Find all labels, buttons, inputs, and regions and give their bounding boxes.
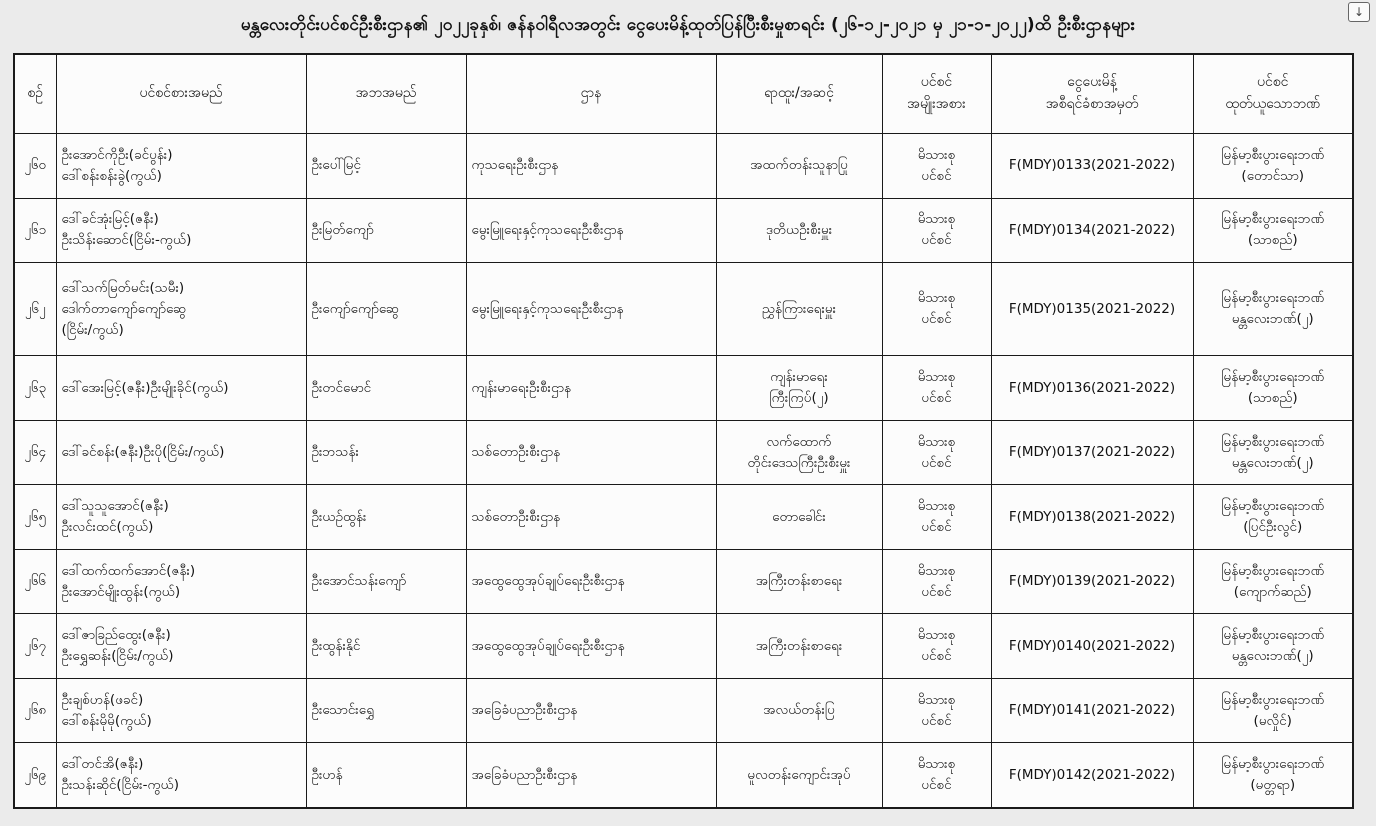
- cell-pension-type: [882, 743, 991, 808]
- cell-order-number: F(MDY)0137(2021-2022): [991, 420, 1193, 485]
- cell-bank-line: မြန်မာ့စီးပွားရေးဘဏ်: [1221, 691, 1325, 708]
- cell-pensioner-name: [56, 614, 306, 679]
- cell-father-name: ဦးဟန်: [306, 743, 466, 808]
- cell-rank-line: တောခေါင်း: [772, 508, 826, 525]
- cell-pensioner-name-line: ဦးချစ်ဟန်(ဖခင်): [61, 691, 144, 708]
- cell-pensioner-name-line: ဦးအောင်မျိုးထွန်း(ကွယ်): [61, 583, 181, 600]
- cell-bank: [1193, 263, 1353, 356]
- cell-pensioner-name-line: ဒေါ်တင်အိ(ဇနီး): [61, 756, 144, 773]
- cell-pension-type-line: မိသားစု: [917, 691, 956, 708]
- header-label-line: ထုတ်ယူသောဘဏ်: [1225, 96, 1321, 112]
- cell-pensioner-name-line: ဒေါ်သက်မြတ်မင်း(သမီး): [61, 279, 185, 296]
- cell-pension-type-line: ပင်စင်: [921, 311, 952, 328]
- cell-father-name: ဦးယဉ်ထွန်း: [306, 485, 466, 550]
- cell-pension-type: [882, 549, 991, 614]
- cell-pension-type-line: မိသားစု: [917, 756, 956, 773]
- cell-pension-type: [882, 614, 991, 679]
- cell-pensioner-name-line: (ငြိမ်း/ကွယ်): [61, 321, 124, 338]
- cell-pension-type-line: ပင်စင်: [921, 519, 952, 536]
- cell-pension-type-line: ပင်စင်: [921, 167, 952, 184]
- cell-bank-line: (မတ္တရာ): [1250, 777, 1296, 794]
- table-body: [14, 134, 1353, 809]
- cell-pensioner-name: [56, 198, 306, 263]
- cell-pensioner-name: [56, 263, 306, 356]
- cell-order-number: F(MDY)0141(2021-2022): [991, 678, 1193, 743]
- cell-pension-type-line: မိသားစု: [917, 498, 956, 515]
- cell-bank: [1193, 198, 1353, 263]
- cell-rank: [716, 614, 882, 679]
- cell-father-name: ဦးပေါ်မြင့်: [306, 134, 466, 199]
- cell-pension-type-line: ပင်စင်: [921, 454, 952, 471]
- cell-pensioner-name-line: ဦးလင်းထင်(ကွယ်): [61, 519, 154, 536]
- cell-father-name: ဦးထွန်းနိုင်: [306, 614, 466, 679]
- cell-rank-line: ညွှန်ကြားရေးမှူး: [761, 300, 837, 317]
- table-row: [14, 743, 1353, 808]
- cell-pension-type-line: ပင်စင်: [921, 648, 952, 665]
- cell-pension-type: [882, 420, 991, 485]
- col-header-pension-type: [882, 54, 991, 134]
- cell-serial-no: ၂၆၇: [14, 614, 56, 679]
- cell-pensioner-name-line: ဒေါ်အေးမြင့်(ဇနီး)ဦးမျိုးခိုင်(ကွယ်): [61, 379, 229, 396]
- cell-pension-type-line: မိသားစု: [917, 211, 956, 228]
- cell-pension-type-line: ပင်စင်: [921, 390, 952, 407]
- cell-father-name: ဦးဘသန်း: [306, 420, 466, 485]
- cell-pensioner-name-line: ဒေါ်စန်းစန်းခွဲ(ကွယ်): [61, 167, 162, 184]
- cell-pensioner-name-line: ဦးသိန်းဆောင်(ငြိမ်း-ကွယ်): [61, 232, 192, 249]
- col-header-department: [466, 54, 716, 134]
- cell-pension-type-line: ပင်စင်: [921, 712, 952, 729]
- cell-department: ကုသရေးဦးစီးဌာန: [466, 134, 716, 199]
- cell-rank: [716, 356, 882, 421]
- cell-pensioner-name-line: ဒေါ်စန်းမိုမို(ကွယ်): [61, 712, 152, 729]
- cell-father-name: ဦးသောင်းရွှေ: [306, 678, 466, 743]
- cell-pensioner-name: [56, 134, 306, 199]
- col-header-bank: [1193, 54, 1353, 134]
- cell-bank: [1193, 356, 1353, 421]
- cell-serial-no: ၂၆၆: [14, 549, 56, 614]
- table-row: [14, 420, 1353, 485]
- cell-pension-type-line: မိသားစု: [917, 146, 956, 163]
- cell-pension-type-line: ပင်စင်: [921, 777, 952, 794]
- cell-serial-no: ၂၆၈: [14, 678, 56, 743]
- cell-serial-no: ၂၆၂: [14, 263, 56, 356]
- cell-rank-line: ကျန်းမာရေး: [770, 369, 828, 386]
- cell-rank: [716, 420, 882, 485]
- cell-pensioner-name: [56, 678, 306, 743]
- cell-department: အထွေထွေအုပ်ချုပ်ရေးဦးစီးဌာန: [466, 614, 716, 679]
- cell-pension-type: [882, 485, 991, 550]
- cell-pensioner-name: [56, 420, 306, 485]
- cell-bank-line: မြန်မာ့စီးပွားရေးဘဏ်: [1221, 369, 1325, 386]
- cell-department: အထွေထွေအုပ်ချုပ်ရေးဦးစီးဌာန: [466, 549, 716, 614]
- cell-pension-type-line: မိသားစု: [917, 562, 956, 579]
- pension-table: [13, 53, 1354, 809]
- cell-rank-line: မူလတန်းကျောင်းအုပ်: [747, 766, 851, 783]
- cell-order-number: F(MDY)0140(2021-2022): [991, 614, 1193, 679]
- cell-bank-line: မြန်မာ့စီးပွားရေးဘဏ်: [1221, 290, 1325, 307]
- cell-rank-line: တိုင်းဒေသကြီးဦးစီးမှူး: [747, 454, 851, 471]
- cell-department: အခြေခံပညာဦးစီးဌာန: [466, 743, 716, 808]
- cell-pensioner-name-line: ဦးအောင်ကိုဦး(ခင်ပွန်း): [61, 146, 173, 163]
- cell-bank-line: မြန်မာ့စီးပွားရေးဘဏ်: [1221, 562, 1325, 579]
- cell-pension-type-line: ပင်စင်: [921, 232, 952, 249]
- cell-pensioner-name-line: ဒေါ်ထက်ထက်အောင်(ဇနီး): [61, 562, 196, 579]
- cell-bank-line: (ပြင်ဦးလွင်): [1243, 519, 1303, 536]
- table-row: [14, 678, 1353, 743]
- cell-pension-type-line: မိသားစု: [917, 433, 956, 450]
- cell-bank-line: မန္တလေးဘဏ်(၂): [1231, 454, 1314, 471]
- cell-rank-line: လက်ထောက်: [766, 433, 832, 450]
- download-icon[interactable]: ↓: [1348, 2, 1370, 22]
- header-label-line: ပင်စင်: [1257, 74, 1289, 91]
- cell-pension-type-line: မိသားစု: [917, 369, 956, 386]
- table-row: [14, 614, 1353, 679]
- cell-bank: [1193, 420, 1353, 485]
- cell-pensioner-name-line: ဒေါ်ခင်စန်း(ဇနီး)ဦးပို(ငြိမ်း/ကွယ်): [61, 444, 225, 461]
- cell-serial-no: ၂၆၀: [14, 134, 56, 199]
- cell-bank-line: မန္တလေးဘဏ်(၂): [1231, 311, 1314, 328]
- cell-rank-line: အထက်တန်းသူနာပြု: [750, 157, 848, 174]
- cell-rank: [716, 743, 882, 808]
- cell-serial-no: ၂၆၃: [14, 356, 56, 421]
- cell-order-number: F(MDY)0133(2021-2022): [991, 134, 1193, 199]
- cell-pension-type-line: မိသားစု: [917, 627, 956, 644]
- cell-pension-type: [882, 198, 991, 263]
- cell-bank-line: (ကျောက်ဆည်): [1233, 583, 1312, 600]
- header-label-line: ဌာန: [580, 85, 602, 102]
- header-label-line: အဘအမည်: [355, 85, 417, 102]
- cell-bank-line: (သာစည်): [1247, 390, 1298, 407]
- cell-rank: [716, 134, 882, 199]
- table-row: [14, 134, 1353, 199]
- cell-order-number: F(MDY)0134(2021-2022): [991, 198, 1193, 263]
- cell-pension-type-line: မိသားစု: [917, 290, 956, 307]
- cell-bank-line: (မလှိုင်): [1253, 712, 1292, 729]
- cell-pensioner-name-line: ဒေါ်ခင်အုံးမြင့်(ဇနီး): [61, 211, 159, 228]
- cell-serial-no: ၂၆၁: [14, 198, 56, 263]
- table-header-row: [14, 54, 1353, 134]
- cell-pensioner-name-line: ဒေါ်သူသူအောင်(ဇနီး): [61, 498, 169, 515]
- cell-department: ကျန်းမာရေးဦးစီးဌာန: [466, 356, 716, 421]
- cell-serial-no: ၂၆၅: [14, 485, 56, 550]
- cell-order-number: F(MDY)0135(2021-2022): [991, 263, 1193, 356]
- table-row: [14, 485, 1353, 550]
- table-row: [14, 356, 1353, 421]
- cell-pensioner-name-line: ဒေါက်တာကျော်ကျော်ဆွေ: [61, 300, 186, 317]
- cell-department: သစ်တောဦးစီးဌာန: [466, 485, 716, 550]
- cell-bank-line: (သာစည်): [1247, 232, 1298, 249]
- col-header-father: [306, 54, 466, 134]
- cell-bank: [1193, 549, 1353, 614]
- header-label-line: ရာထူး/အဆင့်: [764, 85, 834, 102]
- cell-order-number: F(MDY)0138(2021-2022): [991, 485, 1193, 550]
- table-row: [14, 263, 1353, 356]
- cell-bank: [1193, 134, 1353, 199]
- cell-bank: [1193, 485, 1353, 550]
- cell-rank-line: အကြီးတန်းစာရေး: [755, 573, 843, 590]
- cell-bank-line: (တောင်သာ): [1241, 167, 1305, 184]
- cell-department: မွေးမြူရေးနှင့်ကုသရေးဦးစီးဌာန: [466, 263, 716, 356]
- cell-pensioner-name: [56, 549, 306, 614]
- cell-rank: [716, 198, 882, 263]
- table-row: [14, 549, 1353, 614]
- cell-order-number: F(MDY)0136(2021-2022): [991, 356, 1193, 421]
- col-header-name: [56, 54, 306, 134]
- cell-bank-line: မြန်မာ့စီးပွားရေးဘဏ်: [1221, 627, 1325, 644]
- cell-bank: [1193, 678, 1353, 743]
- header-label-line: ပင်စင်စားအမည်: [139, 85, 223, 102]
- cell-order-number: F(MDY)0142(2021-2022): [991, 743, 1193, 808]
- cell-pension-type: [882, 678, 991, 743]
- page-title: မန္တလေးတိုင်းပင်စင်ဦးစီးဌာန၏ ၂၀၂၂ခုနှစ်၊ ဇန်နဝါရီလအတွင်း ငွေပေးမိန့်ထုတ်ပြန်ပြီးစီးမှုစာရင်း (၂၆-၁၂-၂၀၂၁ မှ ၂၁-၁-၂၀၂၂)ထိ ဦးစီးဌာနများ: [240, 14, 1136, 35]
- cell-bank-line: မြန်မာ့စီးပွားရေးဘဏ်: [1221, 211, 1325, 228]
- cell-pensioner-name-line: ဦးသန်းဆိုင်(ငြိမ်း-ကွယ်): [61, 777, 180, 794]
- cell-bank-line: မြန်မာ့စီးပွားရေးဘဏ်: [1221, 146, 1325, 163]
- header-label-line: ငွေပေးမိန့်: [1067, 74, 1117, 91]
- cell-bank-line: မြန်မာ့စီးပွားရေးဘဏ်: [1221, 756, 1325, 773]
- cell-rank: [716, 263, 882, 356]
- cell-pensioner-name: [56, 743, 306, 808]
- table-row: [14, 198, 1353, 263]
- col-header-no: [14, 54, 56, 134]
- cell-serial-no: ၂၆၄: [14, 420, 56, 485]
- cell-pension-type: [882, 356, 991, 421]
- cell-pension-type-line: ပင်စင်: [921, 583, 952, 600]
- cell-order-number: F(MDY)0139(2021-2022): [991, 549, 1193, 614]
- cell-bank-line: မန္တလေးဘဏ်(၂): [1231, 648, 1314, 665]
- cell-father-name: ဦးမြတ်ကျော်: [306, 198, 466, 263]
- cell-pension-type: [882, 263, 991, 356]
- cell-father-name: ဦးအောင်သန်းကျော်: [306, 549, 466, 614]
- cell-pensioner-name-line: ဦးရွှေဆန်း(ငြိမ်း/ကွယ်): [61, 648, 174, 665]
- cell-rank: [716, 485, 882, 550]
- cell-pensioner-name: [56, 356, 306, 421]
- cell-rank: [716, 678, 882, 743]
- header-label-line: အစီရင်ခံစာအမှတ်: [1045, 96, 1139, 112]
- header-label-line: စဉ်: [27, 85, 44, 102]
- header-label-line: ပင်စင်: [920, 74, 953, 91]
- cell-department: အခြေခံပညာဦးစီးဌာန: [466, 678, 716, 743]
- cell-bank: [1193, 614, 1353, 679]
- cell-rank-line: အလယ်တန်းပြ: [763, 702, 835, 719]
- col-header-order-number: [991, 54, 1193, 134]
- cell-bank-line: မြန်မာ့စီးပွားရေးဘဏ်: [1221, 498, 1325, 515]
- cell-bank-line: မြန်မာ့စီးပွားရေးဘဏ်: [1221, 433, 1325, 450]
- col-header-rank: [716, 54, 882, 134]
- cell-department: သစ်တောဦးစီးဌာန: [466, 420, 716, 485]
- cell-bank: [1193, 743, 1353, 808]
- cell-rank-line: ဒုတိယဦးစီးမှူး: [765, 221, 833, 238]
- header-label-line: အမျိုးအစား: [907, 96, 966, 112]
- cell-father-name: ဦးကျော်ကျော်ဆွေ: [306, 263, 466, 356]
- cell-rank-line: ကြီးကြပ်(၂): [769, 390, 829, 407]
- cell-serial-no: ၂၆၉: [14, 743, 56, 808]
- cell-pensioner-name-line: ဒေါ်ဇာခြည်ထွေး(ဇနီး): [61, 627, 171, 644]
- cell-pension-type: [882, 134, 991, 199]
- cell-rank-line: အကြီးတန်းစာရေး: [755, 637, 843, 654]
- cell-pensioner-name: [56, 485, 306, 550]
- cell-department: မွေးမြူရေးနှင့်ကုသရေးဦးစီးဌာန: [466, 198, 716, 263]
- cell-father-name: ဦးတင်မောင်: [306, 356, 466, 421]
- cell-rank: [716, 549, 882, 614]
